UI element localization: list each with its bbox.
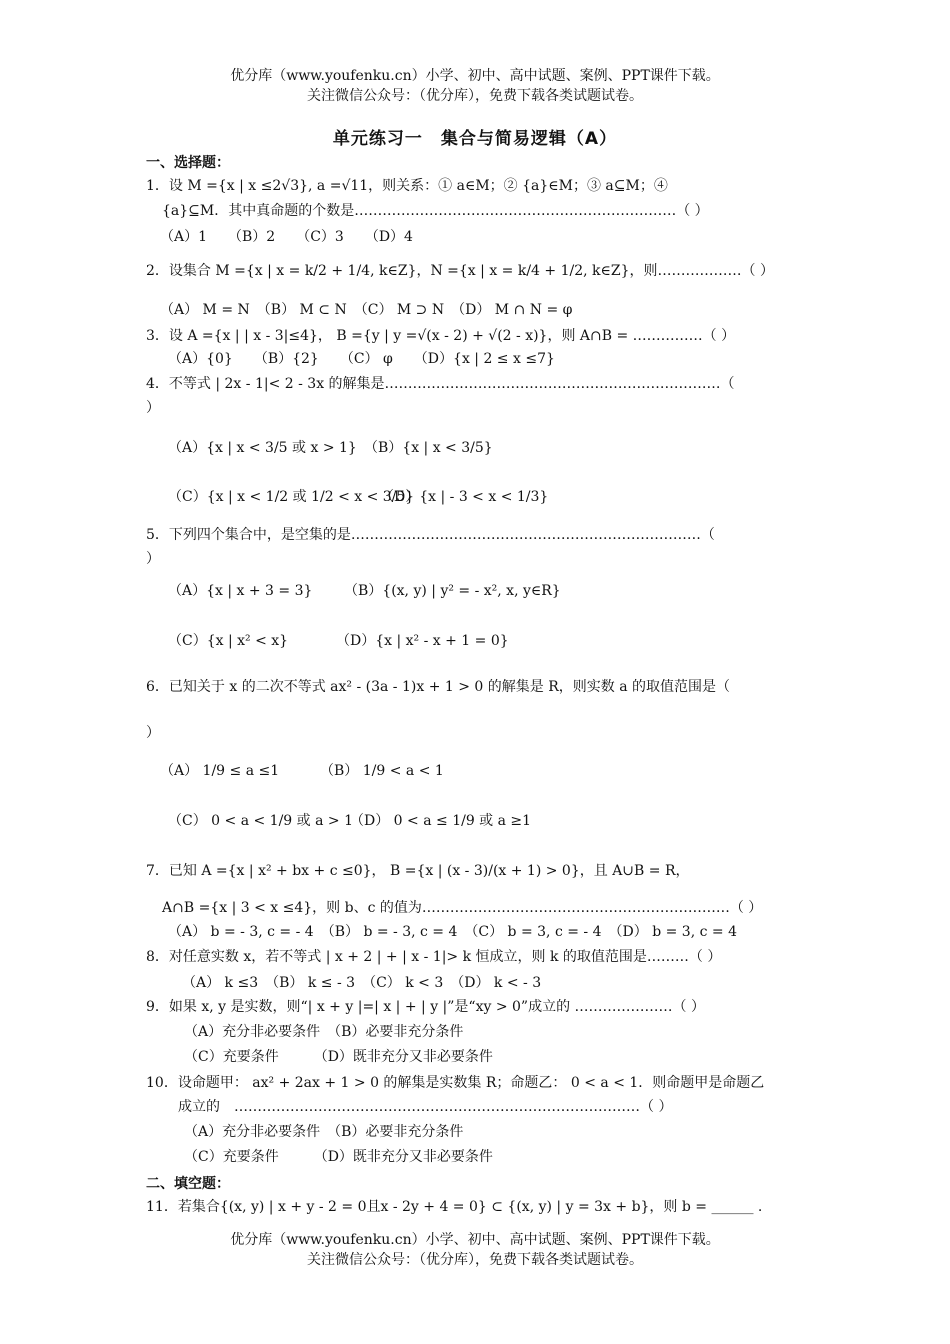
question-9-options-1: （A）充分非必要条件 （B）必要非充分条件	[184, 1024, 464, 1040]
question-9-options-2: （C）充要条件 （D）既非充分又非必要条件	[184, 1049, 493, 1065]
question-8-options: （A） k ≤3 （B） k ≤ - 3 （C） k < 3 （D） k < - 3	[182, 975, 542, 991]
question-5-option-d: （D）{x | x² - x + 1 = 0}	[336, 633, 509, 649]
question-10-options-2: （C）充要条件 （D）既非充分又非必要条件	[184, 1149, 493, 1165]
question-6-option-d: （D） 0 < a ≤ 1/9 或 a ≥1	[350, 813, 532, 829]
question-4-line-1: 4．不等式 | 2x - 1|< 2 - 3x 的解集是………………………………………………………………（	[146, 376, 735, 392]
question-7-line-1: 7．已知 A ={x | x² + bx + c ≤0}， B ={x | (x - 3)/(x + 1) > 0}，且 A∪B = R，	[146, 863, 690, 879]
question-2-line-1: 2．设集合 M ={x | x = k/2 + 1/4, k∈Z}，N ={x | x = k/4 + 1/2, k∈Z}，则………………（ ）	[146, 263, 774, 279]
section-choice-heading: 一、选择题：	[146, 155, 230, 171]
page-title: 单元练习一 集合与简易逻辑（A）	[332, 129, 618, 149]
header-line-1: 优分库（www.youfenku.cn）小学、初中、高中试题、案例、PPT课件下载。	[230, 68, 720, 84]
question-4-option-a: （A）{x | x < 3/5 或 x > 1}	[168, 440, 357, 456]
question-5-line-2: ）	[146, 551, 160, 567]
question-1-line-2: {a}⊆M．其中真命题的个数是……………………………………………………………（ ）	[162, 203, 709, 219]
question-3-options: （A）{0} （B）{2} （C） φ （D）{x | 2 ≤ x ≤7}	[168, 351, 555, 367]
question-2-options: （A） M = N （B） M ⊂ N （C） M ⊃ N （D） M ∩ N = φ	[160, 302, 573, 318]
footer-line-1: 优分库（www.youfenku.cn）小学、初中、高中试题、案例、PPT课件下载。	[230, 1232, 720, 1248]
question-5-option-a: （A）{x | x + 3 = 3}	[168, 583, 313, 599]
question-6-option-b: （B） 1/9 < a < 1	[320, 763, 444, 779]
question-10-options-1: （A）充分非必要条件 （B）必要非充分条件	[184, 1124, 464, 1140]
question-9-line-1: 9．如果 x, y 是实数，则“| x + y |=| x | + | y |”是“xy > 0”成立的 …………………（ ）	[146, 999, 705, 1015]
section-fill-heading: 二、填空题：	[146, 1176, 230, 1192]
question-11-line-1: 11．若集合{(x, y) | x + y - 2 = 0且x - 2y + 4 = 0} ⊂ {(x, y) | y = 3x + b}，则 b = ______ .	[146, 1199, 763, 1215]
question-7-options: （A） b = - 3, c = - 4 （B） b = - 3, c = 4 （C） b = 3, c = - 4 （D） b = 3, c = 4	[168, 924, 737, 940]
question-10-line-2: 成立的 ……………………………………………………………………………（ ）	[178, 1099, 673, 1115]
question-3-line-1: 3．设 A ={x | | x - 3|≤4}， B ={y | y =√(x - 2) + √(2 - x)}，则 A∩B = ……………（ ）	[146, 328, 736, 344]
question-6-line-2: ）	[146, 725, 160, 741]
question-6-option-c: （C） 0 < a < 1/9 或 a > 1	[168, 813, 353, 829]
question-4-option-c: （C）{x | x < 1/2 或 1/2 < x < 3/5}	[168, 489, 415, 505]
question-4-option-d: （D）{x | - 3 < x < 1/3}	[380, 489, 549, 505]
question-4-option-b: （B）{x | x < 3/5}	[364, 440, 493, 456]
question-8-line-1: 8．对任意实数 x，若不等式 | x + 2 | + | x - 1|> k 恒成立，则 k 的取值范围是………（ ）	[146, 949, 722, 965]
question-6-line-1: 6．已知关于 x 的二次不等式 ax² - (3a - 1)x + 1 > 0 的解集是 R，则实数 a 的取值范围是（	[146, 679, 731, 695]
footer-line-2: 关注微信公众号：（优分库），免费下载各类试题试卷。	[307, 1252, 643, 1268]
question-5-option-c: （C）{x | x² < x}	[168, 633, 289, 649]
question-1-options: （A）1 （B）2 （C）3 （D）4	[160, 229, 413, 245]
question-5-option-b: （B）{(x, y) | y² = - x², x, y∈R}	[344, 583, 561, 599]
question-1-line-1: 1．设 M ={x | x ≤2√3}, a =√11，则关系：① a∈M；② {a}∈M；③ a⊆M；④	[146, 178, 668, 194]
header-line-2: 关注微信公众号：（优分库），免费下载各类试题试卷。	[307, 88, 643, 104]
question-7-line-2: A∩B ={x | 3 < x ≤4}，则 b、c 的值为…………………………………………………………（ ）	[162, 900, 763, 916]
question-6-option-a: （A） 1/9 ≤ a ≤1	[160, 763, 280, 779]
question-10-line-1: 10．设命题甲： ax² + 2ax + 1 > 0 的解集是实数集 R；命题乙： 0 < a < 1．则命题甲是命题乙	[146, 1075, 765, 1091]
question-5-line-1: 5．下列四个集合中，是空集的是…………………………………………………………………（	[146, 527, 715, 543]
question-4-line-2: ）	[146, 400, 160, 416]
